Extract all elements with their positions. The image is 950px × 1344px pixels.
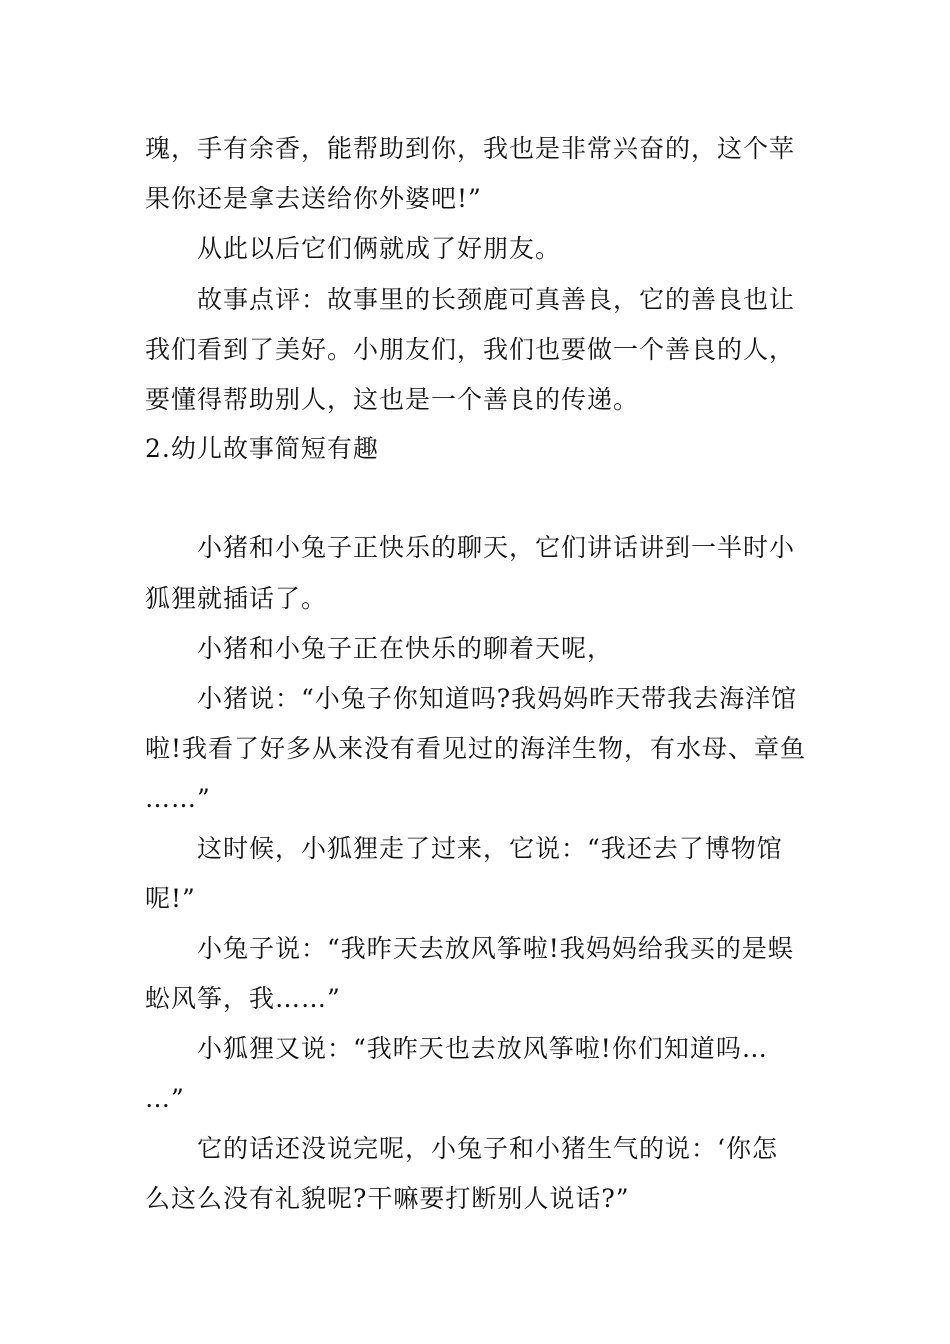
text-line: 我们看到了美好。小朋友们，我们也要做一个善良的人， bbox=[145, 335, 796, 364]
text-line: 果你还是拿去送给你外婆吧!” bbox=[145, 184, 482, 213]
text-line: ……” bbox=[145, 784, 211, 813]
text-line: 要懂得帮助别人，这也是一个善良的传递。 bbox=[145, 385, 640, 414]
text-line: 故事点评：故事里的长颈鹿可真善良，它的善良也让 bbox=[197, 285, 796, 314]
text-line: 呢!” bbox=[145, 884, 196, 913]
text-line: 瑰，手有余香，能帮助到你，我也是非常兴奋的，这个苹 bbox=[145, 134, 796, 163]
text-line: 么这么没有礼貌呢?干嘛要打断别人说话?” bbox=[145, 1184, 630, 1213]
text-line: 小狐狸又说：“我昨天也去放风筝啦!你们知道吗… bbox=[197, 1034, 768, 1063]
text-line: 小猪和小兔子正快乐的聊天，它们讲话讲到一半时小 bbox=[197, 533, 796, 562]
text-line: 小猪和小兔子正在快乐的聊着天呢， bbox=[197, 634, 614, 663]
text-line: …” bbox=[145, 1084, 185, 1113]
text-line: 狐狸就插话了。 bbox=[145, 584, 328, 613]
text-line: 它的话还没说完呢，小兔子和小猪生气的说：‘你怎 bbox=[197, 1134, 778, 1163]
text-line: 小兔子说：“我昨天去放风筝啦!我妈妈给我买的是蜈 bbox=[197, 934, 794, 963]
text-line: 从此以后它们俩就成了好朋友。 bbox=[197, 234, 562, 263]
text-line: 小猪说：“小兔子你知道吗?我妈妈昨天带我去海洋馆 bbox=[197, 684, 798, 713]
text-line: 蚣风筝，我……” bbox=[145, 984, 341, 1013]
text-line: 这时候，小狐狸走了过来，它说：“我还去了博物馆 bbox=[197, 834, 783, 863]
text-line: 啦!我看了好多从来没有看见过的海洋生物，有水母、章鱼 bbox=[145, 734, 807, 763]
section-heading: 2.幼儿故事简短有趣 bbox=[145, 434, 379, 463]
